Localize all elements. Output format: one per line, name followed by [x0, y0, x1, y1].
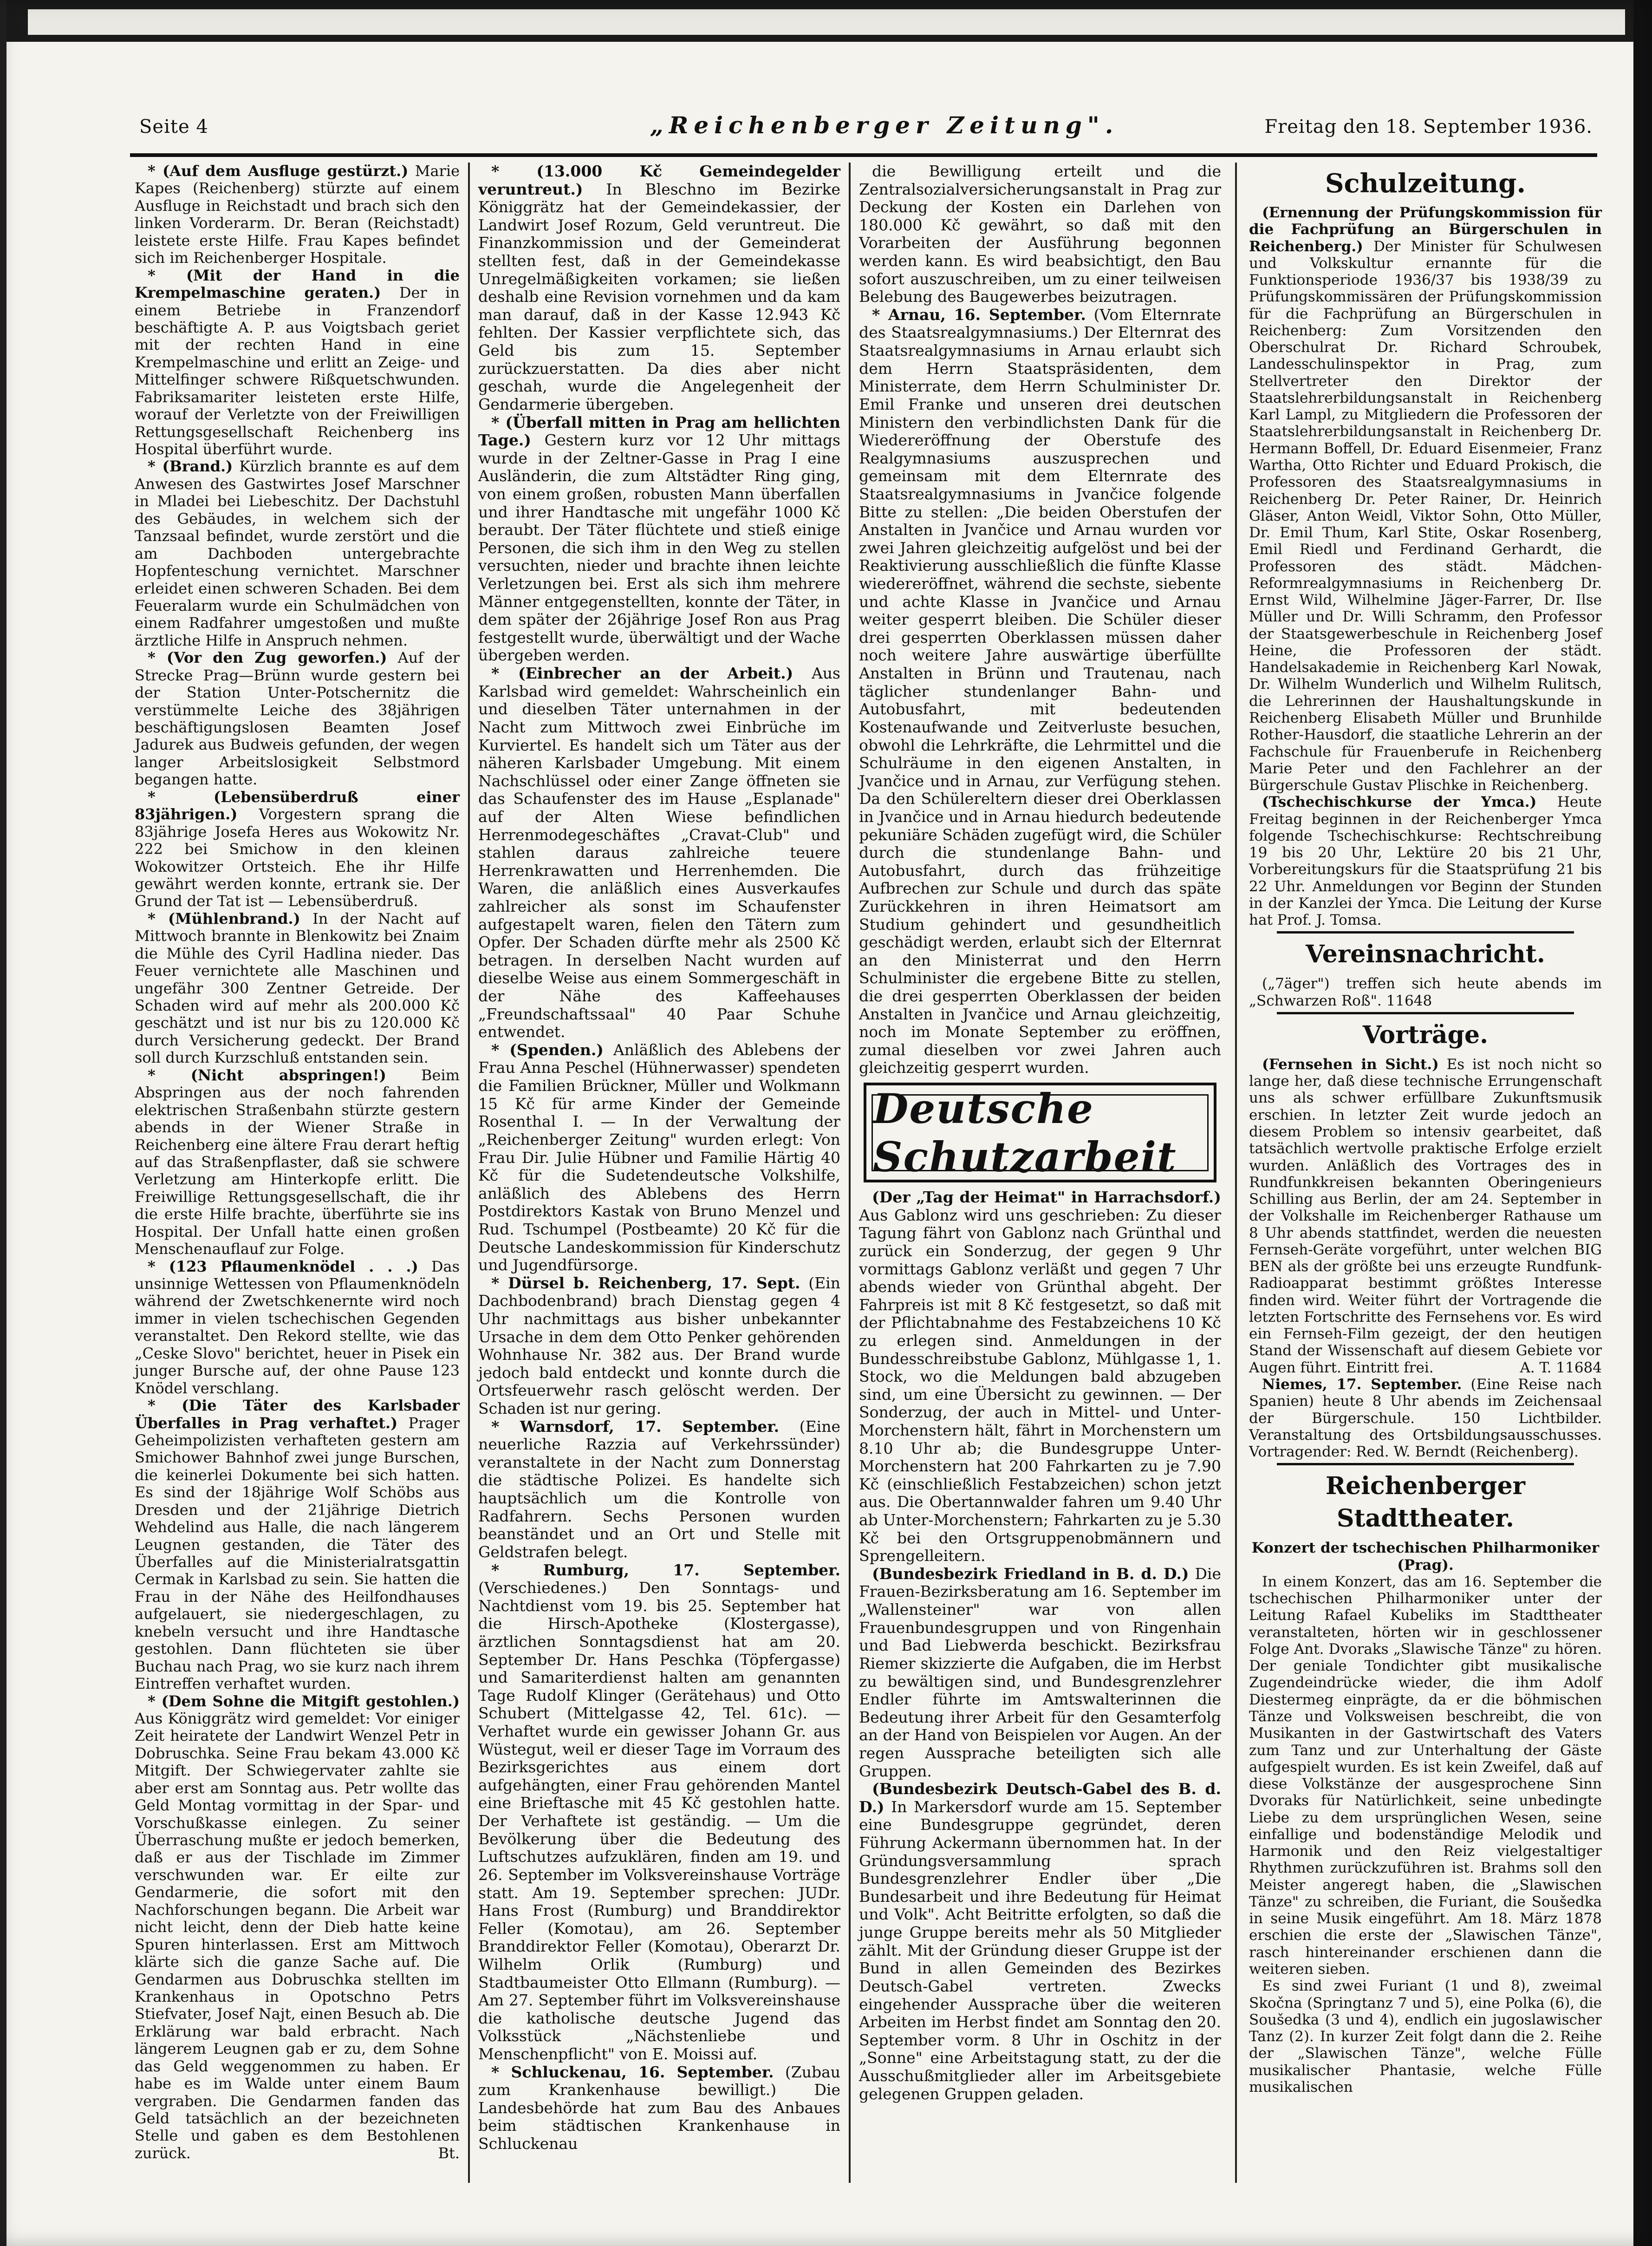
news-item-text: Aus Karlsbad wird gemeldet: Wahrscheinlich ein und dieselben Täter unternahmen in der Nacht zum Mittwoch zwei Einbrüche im Kurviertel. Es handelt sich um Täter aus der näheren Karlsbader Umgebung. Mit einem Nachschlüssel oder einer Zange öffneten sie das Schaufenster des im Hause „Esplanade" auf der Alten Wiese befindlichen Herrenmodegeschäftes „Cravat-Club" und stahlen daraus zahlreiche teuere Herrenkrawatten und Herrenhemden. Die Waren, die anläßlich eines Ausverkaufes zahlreicher als sonst im Schaufenster aufgestapelt waren, fielen den Tätern zum Opfer. Der Schaden dürfte mehr als 2500 Kč betragen. In derselben Nacht wurden auf dieselbe Weise aus einem Sommergeschäft in der Nähe des Kaffeehauses „Freundschaftssaal" 40 Paar Schuhe entwendet. [478, 664, 840, 1041]
column-rule [849, 163, 851, 2183]
vortraege-news [1249, 1056, 1602, 1460]
news-item-heading: (Bundesbezirk Friedland in B. d. D.) [872, 1564, 1189, 1583]
news-item-text: (Zubau zum Krankenhause bewilligt.) Die Landesbehörde hat zum Bau des Anbaues beim städtischen Krankenhause in Schluckenau [478, 2063, 840, 2153]
news-item-signature: Bt. [438, 2144, 460, 2162]
news-item [1249, 204, 1602, 794]
news-item-heading: * (Vor den Zug geworfen.) [148, 649, 387, 667]
news-item-heading: * Rumburg, 17. September. [491, 1560, 840, 1579]
news-item [135, 1258, 460, 1397]
section-rule [1277, 1012, 1574, 1014]
news-item-text: (Eine neuerliche Razzia auf Verkehrssünder) veranstaltete in der Nacht zum Donnerstag die städtische Polizei. Es handelte sich hauptsächlich um die Kontrolle von Radfahrern. Sechs Personen wurden beanständet und an Ort und Stelle mit Geldstrafen belegt. [478, 1417, 840, 1561]
news-item-text: (Vom Elternrate des Staatsrealgymnasiums.) Der Elternrat des Staatsrealgymnasiums in Arnau erlaubt sich dem Herrn Staatspräsidenten, dem Ministerrate, dem Herrn Schulminister Dr. Emil Franke und unseren drei deutschen Ministern den verbindlichsten Dank für die Wiedereröffnung der Oberstufe des Realgymnasiums auszusprechen und gemeinsam mit dem Elternrate des Staatsrealgymnasiums in Jvančice folgende Bitte zu stellen: „Die beiden Oberstufen der Anstalten in Jvančice und Arnau wurden vor zwei Jahren gleichzeitig aufgelöst und bei der Reaktivierung ausschließlich die fünfte Klasse wiedereröffnet, während die sechste, siebente und achte Klasse in Jvančice und Arnau weiter gesperrt bleiben. Die Schüler dieser drei gesperrten Oberklassen müssen daher noch weitere Jahre auswärtige überfüllte Anstalten in Brünn und Trautenau, nach täglicher stundenlanger Bahn- und Autobusfahrt, mit bedeutenden Kostenaufwande und Zeitverluste besuchen, obwohl die Lehrkräfte, die Lehrmittel und die Schulräume in den eigenen Anstalten, in Jvančice und in Arnau, zur Verfügung stehen. Da den Schülereltern dieser drei Oberklassen in Jvančice und in Arnau hiedurch bedeutende pekuniäre Schäden zugefügt wird, die Schüler durch die stundenlange Bahn- und Autobusfahrt, durch das frühzeitige Aufbrechen zur Schule und durch das späte Zurückkehren in ihren Heimatsort am Studium gehindert und gesundheitlich geschädigt werden, erlaubt sich der Elternrat an den Ministerrat und den Herrn Schulminister die ergebene Bitte zu stellen, die drei gesperrten Oberklassen der beiden Anstalten in Jvančice und Arnau gleichzeitig, noch im Monate September zu eröffnen, zumal dieselben vor zwei Jahren auch gleichzeitig gesperrt wurden. [859, 305, 1221, 1077]
news-item-heading: * (Nicht abspringen!) [148, 1066, 386, 1084]
news-item [135, 1067, 460, 1258]
column-rule [468, 163, 470, 2183]
schutzarbeit-heading-box [864, 1083, 1216, 1182]
news-item-text: In Bleschno im Bezirke Königgrätz hat der Gemeindekassier, der Landwirt Josef Rozum, Geld veruntreut. Die Finanzkommission und der Gemeinderat stellten fest, daß in der Gemeindekasse Unregelmäßigkeiten vorkamen; sie ließen deshalb eine Revision vornehmen und da kam man darauf, daß in der Kasse 12.943 Kč fehlten. Der Kassier verpflichtete sich, das Geld bis zum 15. September zurückzuerstatten. Da dies aber nicht geschah, wurde die Angelegenheit der Gendarmerie übergeben. [478, 180, 840, 413]
news-item [478, 665, 840, 1041]
news-item [859, 163, 1221, 306]
news-item-text: Marie Kapes (Reichenberg) stürzte auf einem Ausfluge in Reichstadt und brach sich den linken Vorderarm. Dr. Beran (Reichstadt) leistete erste Hilfe. Frau Kapes befindet sich im Reichenberger Hospitale. [135, 162, 460, 267]
news-item-text: (Verschiedenes.) Den Sonntags- und Nachtdienst vom 19. bis 25. September hat die Hirsch-Apotheke (Klostergasse), ärztlichen Sonntagsdienst hat am 20. September Dr. Hans Peschka (Töpfergasse) und Samariterdienst halten am genannten Tage Rudolf Klinger (Gerätehaus) und Otto Schubert (Mittelgasse 42, Tel. 61c). — Verhaftet wurde ein gewisser Johann Gr. aus Wüstegut, weil er dieser Tage im Vorraum des Bezirksgerichtes aus einem dort aufgehängten, einer Frau gehörenden Mantel eine Brieftasche mit 45 Kč gestohlen hatte. Der Verhaftete ist geständig. — Um die Bevölkerung über die Bedeutung des Luftschutzes aufzuklären, finden am 19. und 26. September im Volksvereinshause Vorträge statt. Am 19. September sprechen: JUDr. Hans Frost (Rumburg) und Branddirektor Feller (Komotau), am 26. September Branddirektor Feller (Komotau), Oberarzt Dr. Wilhelm Orlik (Rumburg) und Stadtbaumeister Otto Ellmann (Rumburg). — Am 27. September führt im Volksvereinshause die katholische deutsche Jugend das Volksstück „Nächstenliebe und Menschenpflicht" von E. Moissi auf. [478, 1579, 840, 2063]
vortraege-heading: Vorträge. [1362, 1020, 1489, 1049]
news-item [135, 789, 460, 910]
vereinsnachricht-text: („7äger") treffen sich heute abends im „Schwarzen Roß". 11648 [1249, 975, 1602, 1009]
news-item [135, 163, 460, 267]
news-item [478, 1274, 840, 1418]
news-item-heading: (Tschechischkurse der Ymca.) [1262, 794, 1537, 811]
header-rule [130, 153, 1597, 157]
page-number: Seite 4 [139, 116, 208, 137]
scan-border-left [0, 0, 7, 2246]
news-item [1249, 794, 1602, 928]
news-item-heading: * (Lebensüberdruß einer 83jährigen.) [135, 788, 460, 823]
schulzeitung-heading: Schulzeitung. [1325, 168, 1526, 199]
news-item [859, 1188, 1221, 1565]
news-item-heading: * Schluckenau, 16. September. [491, 2063, 774, 2081]
news-item-text: Anläßlich des Ablebens der Frau Anna Peschel (Hühnerwasser) spendeten die Familien Brückner, Müller und Wolkmann 15 Kč für arme Kinder der Gemeinde Rosenthal I. — In der Verwaltung der „Reichenberger Zeitung" wurden erlegt: Von Frau Dir. Julie Hübner und Familie Härtig 40 Kč für die Sudetendeutsche Volkshilfe, anläßlich des Ablebens des Herrn Postdirektors Kastak von Bruno Menzel und Rud. Tschumpel (Postbeamte) 20 Kč für die Deutsche Landeskommission für Kinderschutz und Jugendfürsorge. [478, 1040, 840, 1274]
scan-border-right [1633, 0, 1652, 2246]
news-item [135, 1693, 460, 2162]
schulzeitung-news [1249, 204, 1602, 928]
news-item-text: Die Frauen-Bezirksberatung am 16. September im „Wallensteiner" war von allen Frauenbundesgruppen und von Ringenhain und Bad Liebwerda beschickt. Bezirksfrau Riemer skizzierte die Aufgaben, die im Herbst zu bewältigen sind, und Bundesgrenzlehrer Endler führte im Amtswalterinnen die Bedeutung ihrer Arbeit für den Gesamterfolg an der Hand von Beispielen vor Augen. An der regen Aussprache beteiligten sich alle Gruppen. [859, 1564, 1221, 1780]
news-item-text: Das unsinnige Wettessen von Pflaumenknödeln während der Zwetschkenernte wird noch immer in vielen tschechischen Gegenden veranstaltet. Den Rekord stellte, wie das „Ceske Slovo" berichtet, heuer in Pisek ein junger Bursche auf, der ohne Pause 123 Knödel verschlang. [135, 1257, 460, 1397]
section-rule [1277, 931, 1574, 934]
news-item [478, 2063, 840, 2153]
column-1 [135, 163, 460, 2162]
news-item-heading: (Der „Tag der Heimat" in Harrachsdorf.) [872, 1188, 1221, 1207]
news-item-heading: * (123 Pflaumenknödel . . .) [148, 1257, 418, 1275]
column-2 [478, 163, 840, 2153]
news-item [135, 1397, 460, 1692]
news-item [1249, 1376, 1602, 1460]
news-item-heading: * (Brand.) [148, 457, 233, 476]
ad-number: A. T. 11684 [1520, 1359, 1602, 1376]
newspaper-title: „Reichenberger Zeitung". [650, 111, 1119, 139]
news-item-text: In Markersdorf wurde am 15. September eine Bundesgruppe gegründet, deren Führung Ackermann übernommen hat. In der Gründungsversammlung sprach Bundesgrenzlehrer Endler über „Die Bundesarbeit und ihre Bedeutung für Heimat und Volk". Acht Beitritte erfolgten, so daß die junge Gruppe bereits mehr als 50 Mitglieder zählt. Mit der Gründung dieser Gruppe ist der Bund in allen Gemeinden des Bezirkes Deutsch-Gabel vertreten. Zwecks eingehender Aussprache über die weiteren Arbeiten im Herbst findet am Sonntag den 20. September vorm. 8 Uhr in Oschitz in der „Sonne" eine Arbeitstagung statt, zu der die Ausschußmitglieder aller im Arbeitsgebiete gelegenen Gruppen geladen. [859, 1797, 1221, 2103]
theater-heading: Reichenberger Stadttheater. [1325, 1472, 1526, 1533]
theater-review [1249, 1574, 1602, 2096]
news-item [478, 414, 840, 665]
news-item-text: Der in einem Betriebe in Franzendorf beschäftigte A. P. aus Voigtsbach geriet mit der rechten Hand in eine Krempelmaschine und erlitt an Zeige- und Mittelfinger schwere Rißquetschwunden. Fabriksamariter leisteten erste Hilfe, worauf der Verletzte von der Freiwilligen Rettungsgesellschaft Reichenberg ins Hospital überführt wurde. [135, 284, 460, 458]
page-header [139, 107, 1593, 149]
news-item [859, 306, 1221, 1077]
news-item-heading: Niemes, 17. September. [1262, 1376, 1462, 1393]
news-item-text: (Ein Dachbodenbrand) brach Dienstag gegen 4 Uhr nachmittags aus bisher unbekannter Ursache in dem dem Otto Penker gehörenden Wohnhause Nr. 382 aus. Der Brand wurde jedoch bald entdeckt und konnte durch die Ortsfeuerwehr rasch gelöscht werden. Der Schaden ist nur gering. [478, 1273, 840, 1418]
review-paragraph: In einem Konzert, das am 16. September die tschechischen Philharmoniker unter der Leitung Rafael Kubeliks im Stadttheater veranstalteten, hörten wir in geschlossener Folge Ant. Dvoraks „Slawische Tänze" zu hören. Der geniale Tondichter gibt musikalische Zugendeindrücke wieder, die ihm Adolf Diestermeg einprägte, da er die böhmischen Tänze und Volksweisen beschreibt, die von Musikanten in der Gastwirtschaft des Vaters zum Tanz und zur Unterhaltung der Gäste aufgespielt wurden. Es ist kein Zweifel, daß auf diese Volkstänze der ausgesprochene Sinn Dvoraks für Natürlichkeit, seine unbedingte Liebe zu dem ursprünglichen Wesen, seine einfallige und bodenständige Melodik und Harmonik und den Reiz vielgestaltiger Rhythmen zurückzuführen ist. Brahms soll den Meister angeregt haben, die „Slawischen Tänze" zu schreiben, die Furiant, die Soušedka in seine Musik eingeführt. Am 18. März 1878 erschien die erste der „Slawischen Tänze", rasch hintereinander erschienen dann die weiteren sieben. [1249, 1573, 1602, 1978]
news-item-text: Kürzlich brannte es auf dem Anwesen des Gastwirtes Josef Marschner in Mladei bei Liebeschitz. Der Dachstuhl des Gebäudes, in welchem sich der Tanzsaal befindet, wurde zerstört und die am Dachboden untergebrachte Hopfenteschung vernichtet. Marschner erleidet einen schweren Schaden. Bei dem Feueralarm wurde ein Schulmädchen von einem Radfahrer umgestoßen und mußte ärztliche Hilfe in Anspruch nehmen. [135, 457, 460, 649]
news-item-heading: * Warnsdorf, 17. September. [491, 1417, 780, 1436]
news-item-heading: (Fernsehen in Sicht.) [1262, 1056, 1439, 1073]
news-item-text: Vorgestern sprang die 83jährige Josefa Heres aus Wokowitz Nr. 222 bei Smichow in den kleinen Wokowitzer Ortsteich. Ehe ihr Hilfe gewährt werden konnte, ertrank sie. Der Grund der Tat ist — Lebensüberdruß. [135, 805, 460, 910]
news-item-heading: * (Mühlenbrand.) [148, 909, 300, 927]
news-item-text: Aus Gablonz wird uns geschrieben: Zu dieser Tagung fährt von Gablonz nach Grünthal und zurück ein Sonderzug, der gegen 9 Uhr vormittags Gablonz verläßt und gegen 7 Uhr abends wieder von Grünthal abgeht. Der Fahrpreis ist mit 8 Kč festgesetzt, so daß mit der Pflichtabnahme des Festabzeichens 10 Kč zu erlegen sind. Anmeldungen in der Bundesschreibstube Gablonz, Mühlgasse 1, 1. Stock, wo die Meldungen bald abzugeben sind, um eine Übersicht zu gewinnen. — Der Sonderzug, der auch in Mittel- und Unter-Morchenstern hält, fährt in Morchenstern um 8.10 Uhr ab; die Bundesgruppe Unter-Morchenstern hat 200 Fahrkarten zu je 7.90 Kč (einschließlich Festabzeichen) schon jetzt aus. Die Obertannwalder fahren um 9.40 Uhr ab Unter-Morchenstern; Fahrkarten zu je 5.30 Kč bei den Ortsgruppenobmännern und Sprengelleitern. [859, 1206, 1221, 1565]
column-rule [1235, 163, 1237, 2183]
news-item-heading: * Dürsel b. Reichenberg, 17. Sept. [491, 1273, 800, 1292]
news-item-text: Aus Königgrätz wird gemeldet: Vor einiger Zeit heiratete der Landwirt Wenzel Petr in Dobruschka. Seine Frau bekam 43.000 Kč Mitgift. Der Schwiegervater zahlte sie aber erst am Sonntag aus. Petr wollte das Geld Montag vormittag in der Spar- und Vorschußkasse einlegen. Zu seiner Überraschung mußte er jedoch bemerken, daß er aus der Tischlade im Zimmer verschwunden war. Er eilte zur Gendarmerie, die sofort mit den Nachforschungen begann. Die Arbeit war nicht leicht, denn der Dieb hatte keine Spuren hinterlassen. Erst am Mittwoch klärte sich die ganze Sache auf. Die Gendarmen aus Dobruschka stellten im Krankenhaus in Opotschno Petrs Stiefvater, Josef Najt, einen Besuch ab. Die Erklärung war bald erbracht. Nach längerem Leugnen gab er zu, dem Sohne das Geld weggenommen zu haben. Er habe es im Walde unter einem Baum vergraben. Die Gendarmen fanden das Geld tatsächlich an der bezeichneten Stelle und gaben es dem Bestohlenen zurück. [135, 1709, 460, 2162]
news-item [478, 163, 840, 414]
section-rule [1277, 1463, 1574, 1465]
vereinsnachricht-heading: Vereinsnachricht. [1306, 940, 1545, 969]
column-3-news [859, 163, 1221, 1077]
news-item-text: Es ist noch nicht so lange her, daß diese technische Errungenschaft uns als schwer erfüllbare Zukunftsmusik erschien. In letzter Zeit wurde jedoch an diesem Problem so intensiv gearbeitet, daß tatsächlich wertvolle praktische Erfolge erzielt wurden. Anläßlich des Vortrages des in Rundfunkkreisen bekannten Oberingenieurs Schilling aus Berlin, der am 24. September in der Volkshalle im Reichenberger Rathause um 8 Uhr abends stattfindet, werden die neuesten Fernseh-Geräte vorgeführt, unter welchen BIG BEN als der größte bei uns erzeugte Rundfunk-Radioapparat bestimmt größtes Interesse finden wird. Weiter führt der Vortragende die letzten Fortschritte des Fernsehens vor. Es wird ein Fernseh-Film gezeigt, der den heutigen Stand der Wissenschaft auf diesem Gebiete vor Augen führt. Eintritt frei. [1249, 1056, 1602, 1376]
theater-subheading: Konzert der tschechischen Philharmoniker (Prag). [1251, 1540, 1600, 1574]
news-item-heading: * (Auf dem Ausfluge gestürzt.) [148, 162, 409, 180]
scan-border-top-inner [28, 9, 1625, 35]
news-item [478, 1561, 840, 2063]
news-item-heading: * (Einbrecher an der Arbeit.) [491, 664, 793, 683]
news-item-text: (Eine Reise nach Spanien) heute 8 Uhr abends im Zeichensaal der Bürgerschule. 150 Lichtbilder. Veranstaltung des Ortsbildungsausschusses. Vortragender: Red. W. Berndt (Reichenberg). [1249, 1376, 1602, 1461]
news-item-text: die Bewilligung erteilt und die Zentralsozialversicherungsanstalt in Prag zur Deckung der Kosten ein Darlehen von 180.000 Kč gewährt, so daß mit den Vorarbeiten der Ausführung begonnen werden kann. Es wird beabsichtigt, den Bau sofort auszuschreiben, um zu einer teilweisen Belebung des Baugewerbes beizutragen. [859, 162, 1221, 306]
schutzarbeit-news [859, 1188, 1221, 2103]
news-item-text: Beim Abspringen aus der noch fahrenden elektrischen Straßenbahn stürzte gestern abends in der Wiener Straße in Reichenberg eine ältere Frau derart heftig auf das Straßenpflaster, daß sie schwere Verletzung am Hinterkopfe erlitt. Die Freiwillige Rettungsgesellschaft, die ihr die erste Hilfe brachte, überführte sie ins Hospital. Der Unfall hatte einen großen Menschenauflauf zur Folge. [135, 1066, 460, 1258]
news-item [859, 1780, 1221, 2103]
news-item-heading: (Bundesbezirk Deutsch-Gabel des B. d. D.) [859, 1780, 1221, 1816]
column-4 [1249, 163, 1602, 2096]
news-item [135, 910, 460, 1067]
news-item-heading: * (Überfall mitten in Prag am hellichten Tage.) [478, 413, 840, 450]
news-item [1249, 1056, 1602, 1376]
news-item-text: Der Minister für Schulwesen und Volkskultur ernannte für die Funktionsperiode 1936/37 bis 1938/39 zu Prüfungskommissären der Prüfungskommission für die Fachprüfung an Bürgerschulen in Reichenberg: Zum Vorsitzenden den Oberschulrat Dr. Richard Schroubek, Landesschulinspektor in Prag, zum Stellvertreter den Direktor der Staatslehrerbildungsanstalt in Reichenberg Karl Lampl, zu Mitgliedern die Professoren der Staatslehrerbildungsanstalt in Reichenberg Dr. Hermann Boffell, Dr. Eduard Eisenmeier, Franz Wartha, Otto Richter und Eduard Prokisch, die Professoren des Staatsrealgymnasiums in Reichenberg Dr. Peter Rainer, Dr. Heinrich Gläser, Anton Weidl, Viktor Sohn, Otto Müller, Dr. Emil Thum, Karl Stite, Oskar Rosenberg, Emil Riedl und Ferdinand Gerhardt, die Professoren des städt. Mädchen-Reformrealgymnasiums in Reichenberg Dr. Ernst Wild, Wilhelmine Jäger-Farrer, Dr. Ilse Müller und Dr. Willi Schramm, den Professor der Staatsgewerbeschule in Reichenberg Josef Heine, die Professoren der städt. Handelsakademie in Reichenberg Karl Nowak, Dr. Wilhelm Wunderlich und Wilhelm Rulitsch, die Lehrerinnen der Haushaltungskunde in Reichenberg Elisabeth Müller und Brunhilde Rother-Hausdorf, die staatliche Lehrerin an der Fachschule für Frauenberufe in Reichenberg Marie Peter und den Fachlehrer an der Bürgerschule Gustav Plischke in Reichenberg. [1249, 238, 1602, 794]
news-item [478, 1418, 840, 1561]
schutzarbeit-heading: Deutsche Schutzarbeit [872, 1094, 1209, 1171]
issue-date: Freitag den 18. September 1936. [1264, 116, 1593, 137]
news-item [859, 1565, 1221, 1780]
news-item [478, 1041, 840, 1274]
news-item [135, 458, 460, 649]
news-item-text: Auf der Strecke Prag—Brünn wurde gestern bei der Station Unter-Potschernitz die verstümmelte Leiche des 38jährigen beschäftigungslosen Beamten Josef Jadurek aus Budweis gefunden, der wegen langer Arbeitslosigkeit Selbstmord begangen hatte. [135, 649, 460, 789]
news-item-heading: * (13.000 Kč Gemeindegelder veruntreut.) [478, 162, 840, 198]
news-item-heading: * (Dem Sohne die Mitgift gestohlen.) [148, 1692, 460, 1710]
news-item-text: Heute Freitag beginnen in der Reichenberger Ymca folgende Tschechischkurse: Rechtschreibung 19 bis 20 Uhr, Lektüre 20 bis 21 Uhr, Vorbereitungskurs für die Staatsprüfung 21 bis 22 Uhr. Anmeldungen vor Beginn der Stunden in der Kanzlei der Ymca. Die Leitung der Kurse hat Prof. J. Tomsa. [1249, 794, 1602, 929]
news-item-heading: * (Mit der Hand in die Krempelmaschine geraten.) [135, 266, 460, 302]
news-item-text: Gestern kurz vor 12 Uhr mittags wurde in der Zeltner-Gasse in Prag I eine Ausländerin, die zum Altstädter Ring ging, von einem großen, robusten Mann überfallen und ihrer Handtasche mit ungefähr 1000 Kč beraubt. Der Täter flüchtete und stieß einige Personen, die sich ihm in den Weg zu stellen versuchten, nieder und brachte ihnen leichte Verletzungen bei. Erst als sich ihm mehrere Männer entgegenstellten, konnte der Täter, in dem später der 26jährige Josef Ron aus Prag festgestellt wurde, überwältigt und der Wache übergeben werden. [478, 431, 840, 665]
news-item-text: In der Nacht auf Mittwoch brannte in Blenkowitz bei Znaim die Mühle des Cyril Hadlina nieder. Das Feuer vernichtete alle Maschinen und ungefähr 300 Zentner Getreide. Der Schaden wird auf mehr als 200.000 Kč geschätzt und ist nur bis zu 120.000 Kč durch Versicherung gedeckt. Der Brand soll durch Kurzschluß entstanden sein. [135, 909, 460, 1067]
ad-number: 11648 [1386, 992, 1432, 1009]
news-item-heading: * (Spenden.) [491, 1040, 604, 1059]
news-item-heading: * (Die Täter des Karlsbader Überfalles in Prag verhaftet.) [135, 1397, 460, 1432]
news-item [135, 649, 460, 789]
review-paragraph: Es sind zwei Furiant (1 und 8), zweimal Skočna (Springtanz 7 und 5), eine Polka (6), die Soušedka (3 und 4), endlich ein jugoslawischer Tanz (2). In kurzer Zeit folgt dann die 2. Reihe der „Slawischen Tänze", welche Fülle musikalischer Phantasie, welche Fülle musikalischen [1249, 1978, 1602, 2096]
news-item-heading: * Arnau, 16. September. [872, 305, 1086, 324]
news-item-heading: (Ernennung der Prüfungskommission für die Fachprüfung an Bürgerschulen in Reichenberg.) [1249, 204, 1602, 255]
news-item-text: Prager Geheimpolizisten verhafteten gestern am Smichower Bahnhof zwei junge Burschen, die keinerlei Dokumente bei sich hatten. Es sind der 18jährige Wolf Schöbs aus Dresden und der 21jährige Dietrich Wehdelind aus Halle, die nach längerem Leugnen gestanden, die Täter des Überfalles auf die Ministerialratsgattin Cermak in Karlsbad zu sein. Sie hatten die Frau in der Nähe des Heilfondhauses aufgelauert, sie niedergeschlagen, zu knebeln versucht und ihre Handtasche gestohlen. Dann flüchteten sie über Buchau nach Prag, wo sie kurz nach ihrem Eintreffen verhaftet wurden. [135, 1414, 460, 1693]
news-item [135, 267, 460, 458]
